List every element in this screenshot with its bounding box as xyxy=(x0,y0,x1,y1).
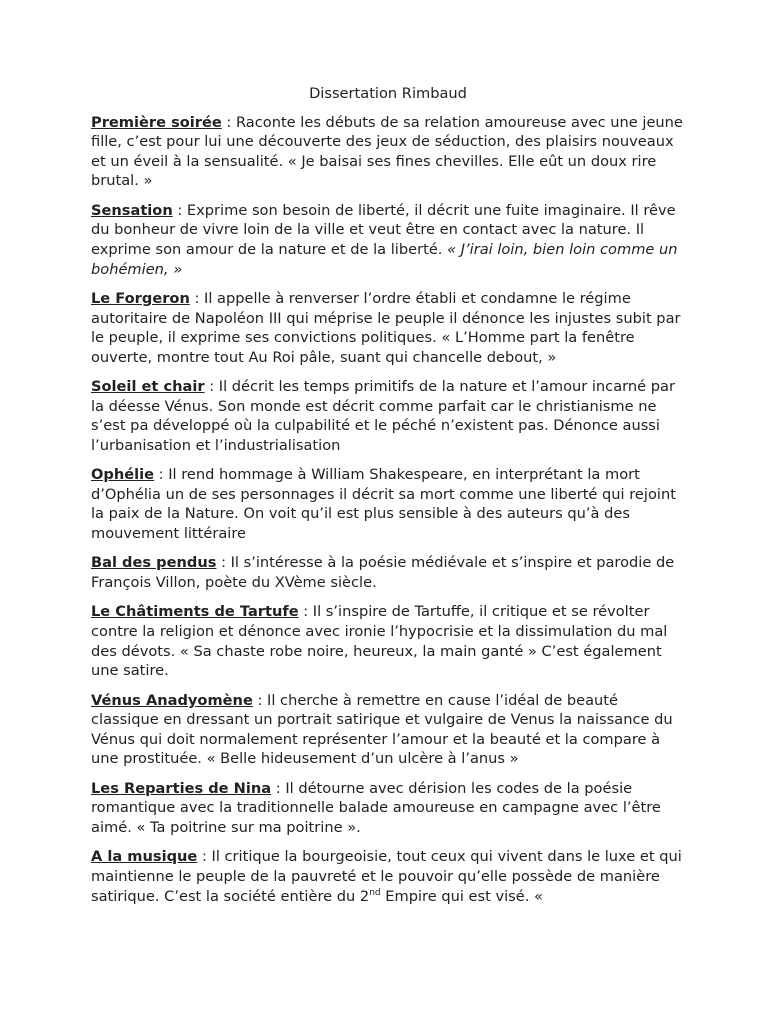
entry-a-la-musique xyxy=(91,847,685,906)
entry-title: Vénus Anadyomène xyxy=(91,691,253,709)
entry-text: : Il s’inspire de Tartuffe, il critique et se révolter contre la religion et dénonce avec ironie l’hypocrisie et la dissimulation du mal des dévots. « Sa chaste robe noire, heureux, la main ganté » C’est également une satire. xyxy=(91,603,668,680)
entry-title: Soleil et chair xyxy=(91,378,205,396)
entry-title: Ophélie xyxy=(91,466,155,484)
entry-ophelie xyxy=(91,465,685,543)
entry-text-after: Empire qui est visé. « xyxy=(380,887,543,905)
entry-title: Le Forgeron xyxy=(91,289,190,307)
entry-text: : Il détourne avec dérision les codes de la poésie romantique avec la traditionnelle balade amoureuse en campagne avec l’être aimé. « Ta poitrine sur ma poitrine ». xyxy=(91,779,661,836)
entry-quote: « J’irai loin, bien loin comme un bohémien, » xyxy=(91,240,678,278)
entry-text: : Il cherche à remettre en cause l’idéal de beauté classique en dressant un portrait satirique et vulgaire de Venus la naissance du Vénus qui doit normalement représenter l’amour et la beauté et la compare à une prostituée. « Belle hideusement d’un ulcère à l’anus » xyxy=(91,691,673,768)
entry-sensation xyxy=(91,201,685,279)
entry-text: : Il s’intéresse à la poésie médiévale et s’inspire et parodie de François Villon, poète du XVème siècle. xyxy=(91,554,675,592)
entry-venus-anadyomene xyxy=(91,691,685,769)
entry-title: Première soirée xyxy=(91,113,222,131)
entry-title: Sensation xyxy=(91,201,173,219)
document-page xyxy=(91,84,685,916)
entry-text: : Raconte les débuts de sa relation amoureuse avec une jeune fille, c’est pour lui une découverte des jeux de séduction, des plaisirs nouveaux et un éveil à la sensualité. « Je baisai ses fines chevilles. Elle eût un doux rire brutal. » xyxy=(91,113,683,190)
entry-text: : Il critique la bourgeoisie, tout ceux qui vivent dans le luxe et qui maintienne le peuple de la pauvreté et le pouvoir qu’elle possède de manière satirique. C’est la société entière du 2 xyxy=(91,848,682,905)
entry-le-forgeron xyxy=(91,289,685,367)
entry-title: Bal des pendus xyxy=(91,554,217,572)
entry-text: : Il décrit les temps primitifs de la nature et l’amour incarné par la déesse Vénus. Son monde est décrit comme parfait car le christianisme ne s’est pa développé où la culpabilité et le péché n’existent pas. Dénonce aussi l’urbanisation et l’industrialisation xyxy=(91,378,675,454)
document-title: Dissertation Rimbaud xyxy=(309,85,467,102)
entry-chatiments-de-tartufe xyxy=(91,602,685,680)
entry-reparties-de-nina xyxy=(91,779,685,838)
entry-text: : Il rend hommage à William Shakespeare, en interprétant la mort d’Ophélia un de ses personnages il décrit sa mort comme une liberté qui rejoint la paix de la Nature. On voit qu’il est plus sensible à des auteurs qu’à des mouvement littéraire xyxy=(91,466,676,543)
entry-text: : Exprime son besoin de liberté, il décrit une fuite imaginaire. Il rêve du bonheur de vivre loin de la ville et veut être en contact avec la nature. Il exprime son amour de la nature et de la liberté. xyxy=(91,201,676,258)
entry-premiere-soiree xyxy=(91,113,685,191)
entry-title: Les Reparties de Nina xyxy=(91,779,272,797)
ordinal-superscript: nd xyxy=(369,887,381,898)
entry-title: A la musique xyxy=(91,848,198,866)
entry-soleil-et-chair xyxy=(91,377,685,455)
entry-bal-des-pendus xyxy=(91,553,685,592)
entry-title: Le Châtiments de Tartufe xyxy=(91,603,299,621)
entry-text: : Il appelle à renverser l’ordre établi et condamne le régime autoritaire de Napoléon III qui méprise le peuple il dénonce les injustes subit par le peuple, il exprime ses convictions politiques. « L’Homme part la fenêtre ouverte, montre tout Au Roi pâle, suant qui chancelle debout, » xyxy=(91,289,681,366)
